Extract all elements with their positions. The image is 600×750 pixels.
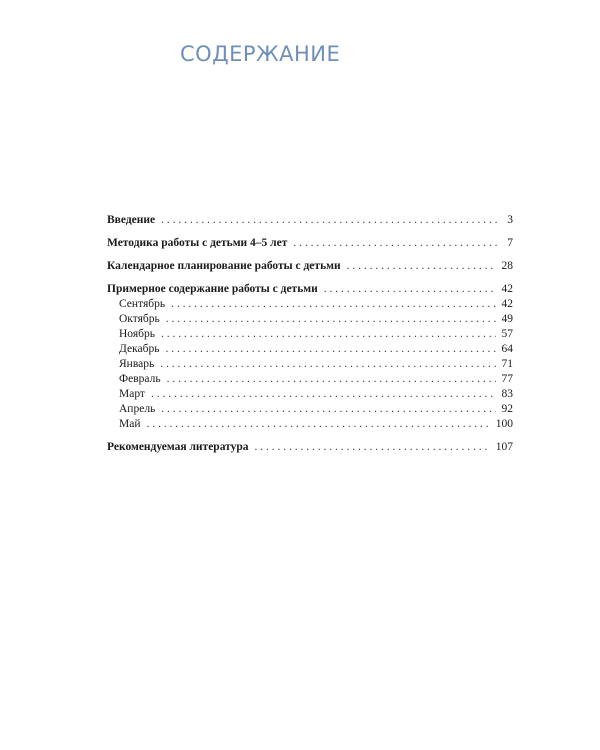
dot-leader (166, 312, 496, 327)
toc-entry-method (107, 236, 513, 251)
toc-subentry-page: 92 (501, 403, 513, 415)
dot-leader (161, 402, 495, 417)
toc-entry-label: Примерное содержание работы с детьми (107, 283, 318, 295)
toc-entry-content (107, 282, 513, 297)
toc-subentry-page: 57 (501, 328, 513, 340)
toc-entry-label: Рекомендуемая литература (107, 441, 249, 453)
toc-subentry-page: 77 (501, 373, 513, 385)
toc-subentry-label: Апрель (119, 403, 156, 415)
toc-subentry-page: 71 (501, 358, 513, 370)
toc-subentry-may (107, 417, 513, 432)
dot-leader (167, 372, 496, 387)
toc-subentry-january (107, 357, 513, 372)
toc-subentry-label: Март (119, 388, 145, 400)
dot-leader (146, 417, 489, 432)
toc-entry-label: Введение (107, 214, 156, 226)
dot-leader (161, 213, 501, 228)
dot-leader (171, 297, 495, 312)
toc-entry-intro (107, 213, 513, 228)
toc-subentry-november (107, 327, 513, 342)
toc-entry-label: Календарное планирование работы с детьми (107, 260, 341, 272)
toc-subentry-page: 100 (495, 418, 513, 430)
toc-subentry-label: Ноябрь (119, 328, 155, 340)
toc-entry-calendar (107, 259, 513, 274)
dot-leader (293, 236, 501, 251)
toc-subentry-page: 42 (501, 298, 513, 310)
toc-subentry-december (107, 342, 513, 357)
toc-subentry-page: 83 (501, 388, 513, 400)
toc-subentry-march (107, 387, 513, 402)
dot-leader (160, 357, 495, 372)
toc-entry-page: 107 (495, 441, 513, 453)
toc-entry-label: Методика работы с детьми 4–5 лет (107, 237, 288, 249)
toc-entry-page: 28 (501, 260, 513, 272)
dot-leader (161, 327, 496, 342)
toc-subentry-september (107, 297, 513, 312)
toc-subentry-april (107, 402, 513, 417)
toc-subentry-label: Октябрь (119, 313, 160, 325)
dot-leader (165, 342, 495, 357)
toc-subentry-february (107, 372, 513, 387)
toc-subentry-label: Февраль (119, 373, 161, 385)
table-of-contents (107, 213, 513, 455)
toc-subentry-page: 49 (501, 313, 513, 325)
dot-leader (324, 282, 496, 297)
toc-entry-page: 42 (501, 283, 513, 295)
page-title: СОДЕРЖАНИЕ (180, 42, 341, 66)
dot-leader (151, 387, 496, 402)
toc-subentry-label: Декабрь (119, 343, 160, 355)
toc-subentry-october (107, 312, 513, 327)
toc-subentry-label: Сентябрь (119, 298, 166, 310)
toc-entry-page: 3 (507, 214, 513, 226)
toc-subentry-label: Май (119, 418, 141, 430)
dot-leader (347, 259, 496, 274)
dot-leader (255, 440, 490, 455)
toc-subentry-label: Январь (119, 358, 155, 370)
toc-subentry-page: 64 (501, 343, 513, 355)
toc-entry-literature (107, 440, 513, 455)
toc-entry-page: 7 (507, 237, 513, 249)
